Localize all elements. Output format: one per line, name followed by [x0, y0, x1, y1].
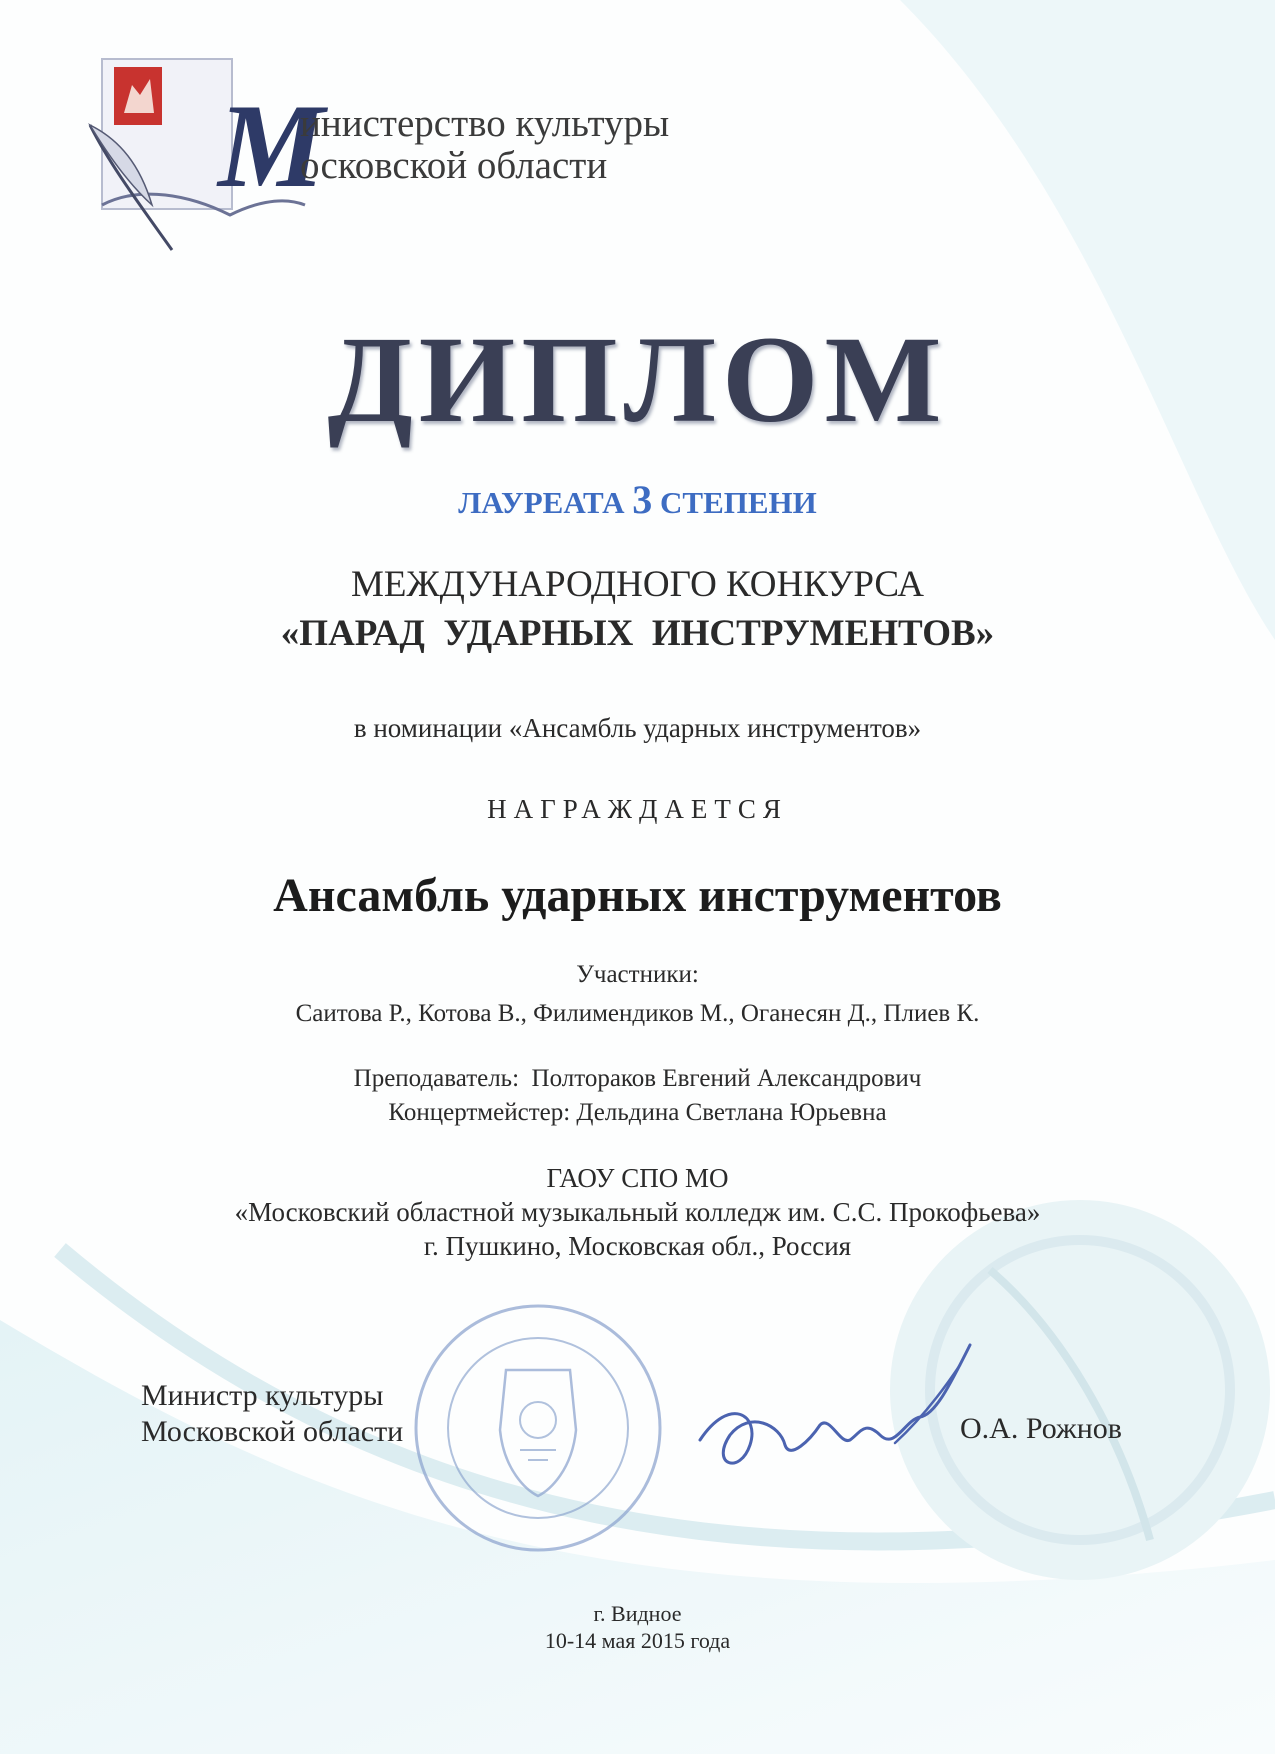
logo-text-line1: инистерство культуры — [300, 102, 670, 145]
laureate-degree-number: 3 — [632, 477, 653, 522]
signatory-name: О.А. Рожнов — [960, 1412, 1122, 1445]
laureate-suffix: СТЕПЕНИ — [660, 485, 817, 520]
teacher: Преподаватель: Полтораков Евгений Александрович — [353, 1065, 922, 1092]
participants-label: Участники: — [576, 961, 699, 988]
laureate-prefix: ЛАУРЕАТА — [458, 485, 625, 520]
organization-line1: ГАОУ СПО МО — [546, 1163, 729, 1193]
official-stamp — [410, 1300, 666, 1556]
laureate-degree — [0, 477, 1275, 522]
signatory-title-line2: Московской области — [141, 1415, 404, 1448]
signatory-title-line1: Министр культуры — [141, 1379, 384, 1412]
nomination: в номинации «Ансамбль ударных инструментов» — [353, 713, 922, 743]
logo-initial: М — [218, 79, 321, 212]
organization-line3: г. Пушкино, Московская обл., Россия — [423, 1231, 852, 1261]
contest-line1: МЕЖДУНАРОДНОГО КОНКУРСА — [351, 564, 924, 605]
contest-line2: «ПАРАД УДАРНЫХ ИНСТРУМЕНТОВ» — [280, 613, 995, 654]
organization-line2: «Московский областной музыкальный колледж им. С.С. Прокофьева» — [234, 1197, 1041, 1227]
accompanist: Концертмейстер: Дельдина Светлана Юрьевна — [388, 1099, 887, 1126]
recipient-name: Ансамбль ударных инструментов — [273, 869, 1002, 922]
diploma-title: ДИПЛОМ — [327, 311, 948, 448]
footer-city: г. Видное — [593, 1601, 682, 1626]
awarded-heading: НАГРАЖДАЕТСЯ — [487, 794, 788, 824]
footer-date: 10-14 мая 2015 года — [544, 1628, 731, 1653]
participants-list: Саитова Р., Котова В., Филимендиков М., Оганесян Д., Плиев К. — [295, 1000, 980, 1027]
signature — [690, 1325, 990, 1485]
logo-text-line2: осковской области — [300, 144, 608, 187]
